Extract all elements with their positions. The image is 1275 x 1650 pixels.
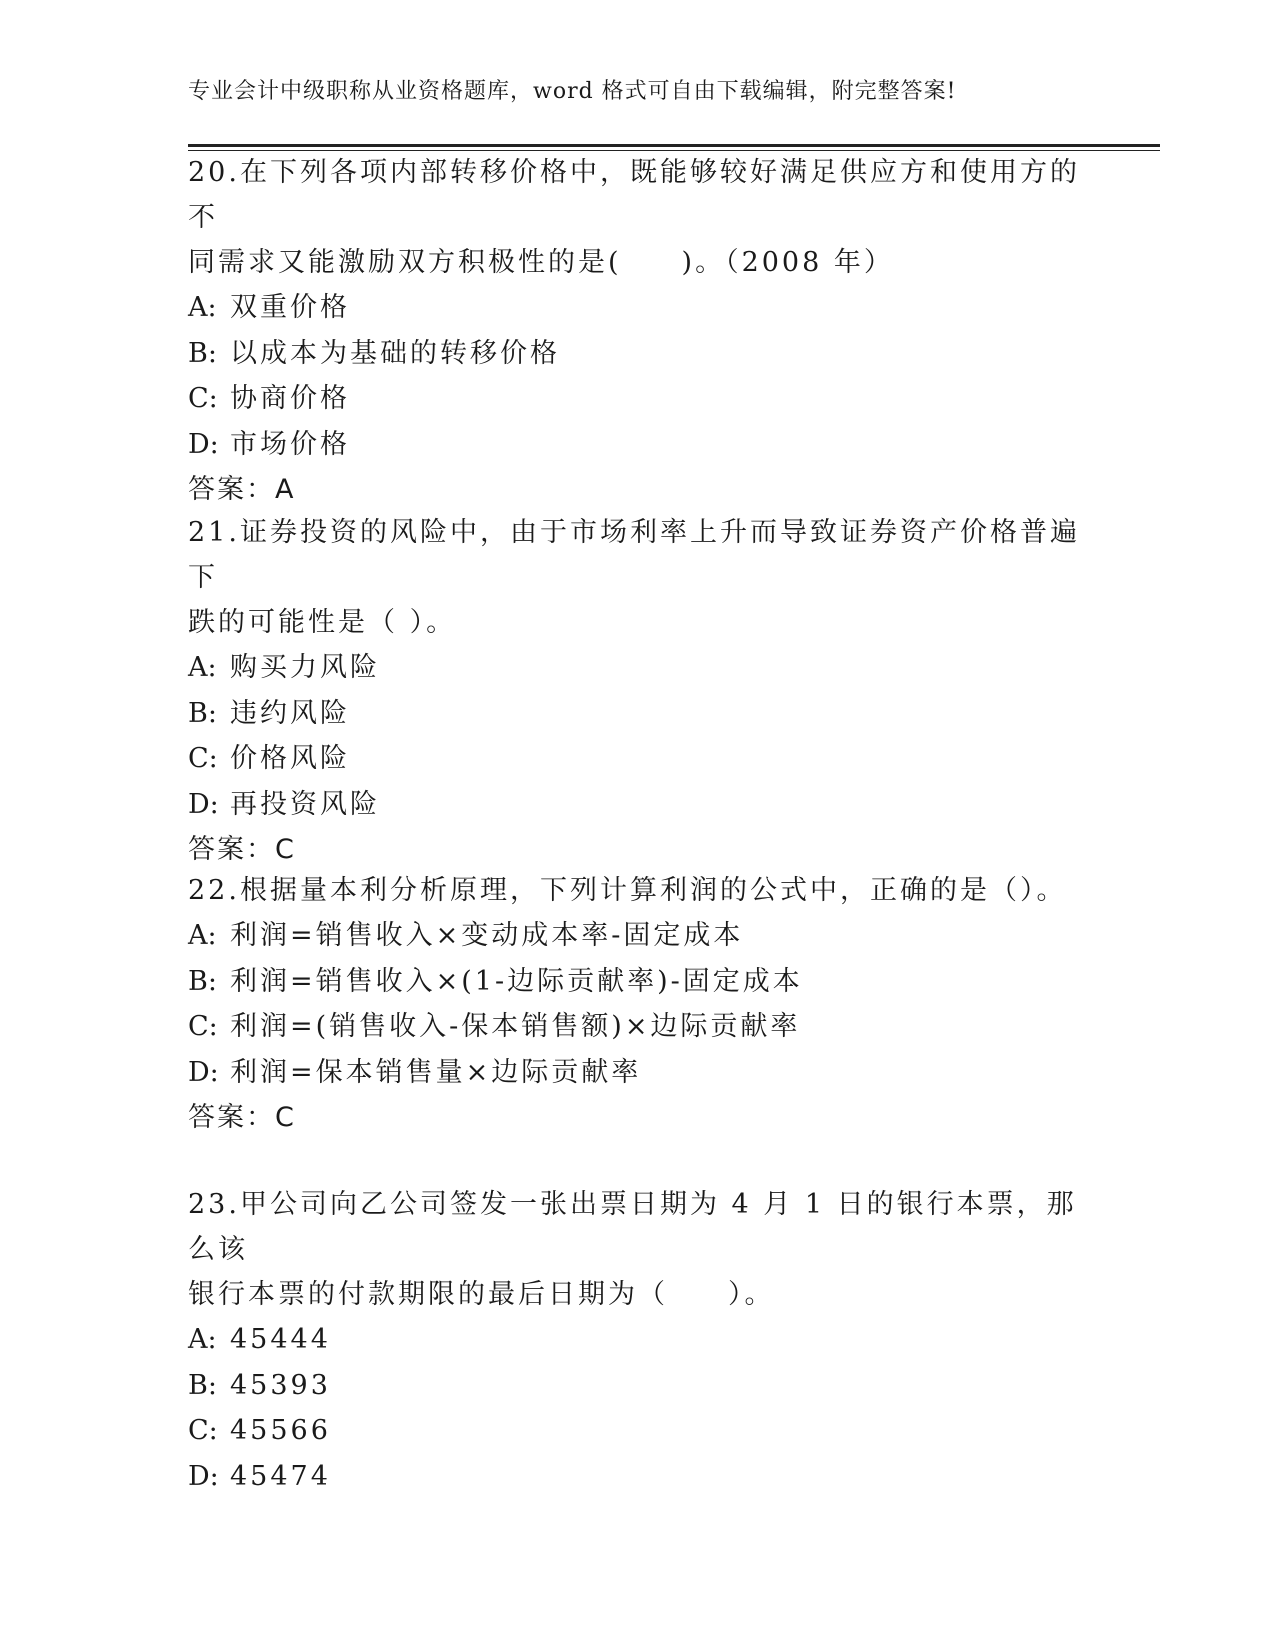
- option-text: 双重价格: [230, 292, 350, 323]
- option-key: D:: [188, 1056, 219, 1088]
- question-21: [188, 510, 1088, 873]
- option-text: 45444: [230, 1324, 331, 1355]
- answer: 答案：A: [188, 474, 296, 505]
- option-c: [188, 1004, 1088, 1050]
- question-stem-line: 22.根据量本利分析原理，下列计算利润的公式中，正确的是（）。: [188, 875, 1067, 906]
- option-text: 45474: [230, 1460, 331, 1492]
- option-text: 45393: [230, 1369, 331, 1401]
- option-text: 购买力风险: [230, 652, 380, 683]
- option-key: B:: [188, 697, 217, 729]
- option-text: 再投资风险: [230, 788, 380, 820]
- option-key: A:: [188, 652, 217, 683]
- option-a: [188, 1317, 1088, 1363]
- option-a: [188, 913, 1088, 959]
- option-d: [188, 1454, 1088, 1500]
- option-key: A:: [188, 1324, 217, 1355]
- option-c: [188, 376, 1088, 422]
- option-b: [188, 331, 1088, 377]
- option-key: C:: [188, 383, 218, 414]
- option-key: A:: [188, 292, 217, 323]
- option-b: [188, 691, 1088, 737]
- option-c: [188, 736, 1088, 782]
- page-header: 专业会计中级职称从业资格题库，word 格式可自由下载编辑，附完整答案!: [188, 79, 957, 104]
- option-key: B:: [188, 1369, 217, 1401]
- option-key: D:: [188, 428, 219, 460]
- header-rule-thick: [188, 144, 1160, 147]
- question-stem-line: 银行本票的付款期限的最后日期为（ ）。: [188, 1279, 775, 1310]
- option-c: [188, 1408, 1088, 1454]
- option-b: [188, 959, 1088, 1005]
- option-text: 利润=保本销售量×边际贡献率: [230, 1056, 642, 1088]
- option-key: D:: [188, 788, 219, 820]
- question-stem-line: 23.甲公司向乙公司签发一张出票日期为 4 月 1 日的银行本票，那么该: [188, 1189, 1077, 1265]
- option-text: 利润=(销售收入-保本销售额)×边际贡献率: [230, 1011, 801, 1042]
- option-key: C:: [188, 1415, 218, 1446]
- question-stem-line: 同需求又能激励双方积极性的是( )。（2008 年）: [188, 247, 894, 278]
- question-stem-line: 21.证券投资的风险中，由于市场利率上升而导致证券资产价格普遍下: [188, 517, 1080, 593]
- question-stem-line: 跌的可能性是（ ）。: [188, 607, 457, 638]
- option-text: 违约风险: [230, 697, 350, 729]
- option-text: 45566: [230, 1415, 331, 1446]
- option-key: C:: [188, 743, 218, 774]
- question-stem-line: 20.在下列各项内部转移价格中，既能够较好满足供应方和使用方的不: [188, 157, 1080, 233]
- option-text: 市场价格: [230, 428, 350, 460]
- option-key: A:: [188, 920, 217, 951]
- option-text: 利润=销售收入×变动成本率-固定成本: [230, 920, 744, 951]
- option-a: [188, 645, 1088, 691]
- option-text: 协商价格: [230, 383, 350, 414]
- option-d: [188, 422, 1088, 468]
- question-20: [188, 150, 1088, 513]
- option-b: [188, 1363, 1088, 1409]
- question-22: [188, 868, 1088, 1141]
- answer: 答案：C: [188, 1102, 296, 1133]
- option-key: B:: [188, 337, 217, 369]
- option-key: C:: [188, 1011, 218, 1042]
- option-d: [188, 1050, 1088, 1096]
- question-23: [188, 1182, 1088, 1499]
- option-key: D:: [188, 1460, 219, 1492]
- option-a: [188, 285, 1088, 331]
- option-key: B:: [188, 965, 217, 997]
- option-text: 价格风险: [230, 743, 350, 774]
- option-text: 以成本为基础的转移价格: [230, 337, 560, 369]
- answer: 答案：C: [188, 834, 296, 865]
- option-text: 利润=销售收入×(1-边际贡献率)-固定成本: [230, 965, 803, 997]
- option-d: [188, 782, 1088, 828]
